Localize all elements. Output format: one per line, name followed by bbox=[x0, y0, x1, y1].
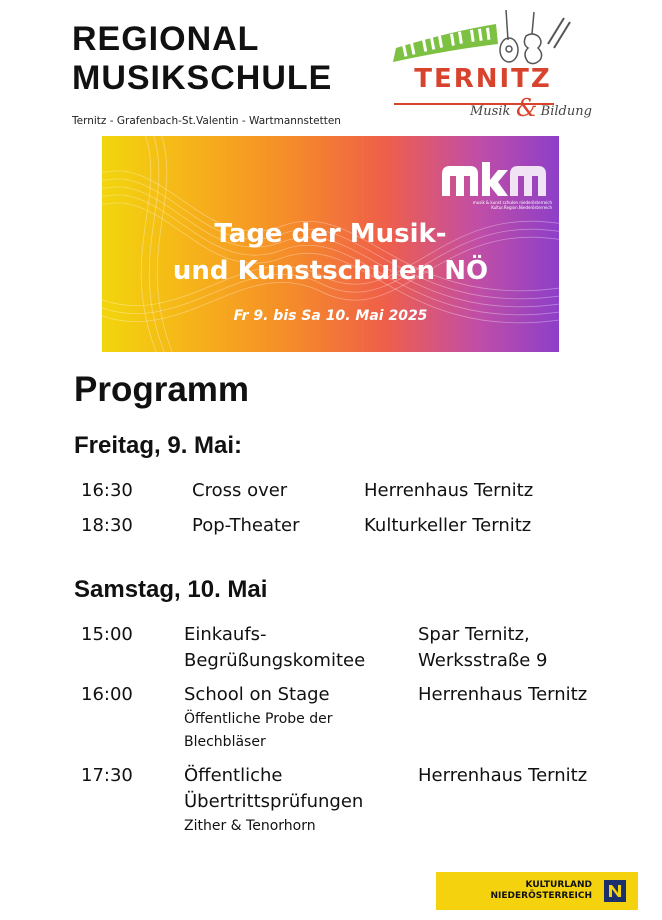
logo-script-left: Musik bbox=[470, 104, 511, 119]
friday-row-1-event: Cross over bbox=[192, 480, 288, 501]
banner-date: Fr 9. bis Sa 10. Mai 2025 bbox=[233, 308, 428, 324]
banner-title bbox=[102, 216, 559, 290]
saturday-row-1-event-line1: Einkaufs- bbox=[184, 624, 267, 645]
saturday-row-1-event bbox=[184, 622, 365, 674]
kulturland-line2: NIEDERÖSTERREICH bbox=[490, 891, 592, 901]
logo-script-right: Bildung bbox=[540, 104, 592, 119]
school-title bbox=[72, 20, 382, 98]
saturday-row-2-event-sub1: Öffentliche Probe der bbox=[184, 711, 333, 727]
violin-icon bbox=[524, 12, 541, 64]
kulturland-badge bbox=[436, 872, 638, 910]
mkm-fine-line1: musik & kunst schulen niederösterreich bbox=[472, 200, 552, 205]
school-title-line1: REGIONAL bbox=[72, 20, 260, 58]
friday-row-2-venue: Kulturkeller Ternitz bbox=[364, 515, 532, 536]
saturday-heading: Samstag, 10. Mai bbox=[74, 576, 268, 603]
saturday-row-2-venue: Herrenhaus Ternitz bbox=[418, 684, 588, 705]
mkm-fine-print bbox=[438, 200, 552, 210]
friday-heading: Freitag, 9. Mai: bbox=[74, 432, 243, 459]
saturday-row-2-event bbox=[184, 682, 332, 754]
guitar-icon bbox=[500, 10, 518, 62]
school-locations: Ternitz - Grafenbach-St.Valentin - Wartmannstetten bbox=[72, 115, 341, 127]
kulturland-n-icon bbox=[604, 880, 626, 902]
saturday-row-1-venue-line2: Werksstraße 9 bbox=[418, 650, 548, 671]
school-title-line2: MUSIKSCHULE bbox=[72, 59, 333, 97]
saturday-row-3-event-sub1: Zither & Tenorhorn bbox=[184, 818, 316, 834]
friday-row-2-event: Pop-Theater bbox=[192, 515, 300, 536]
event-banner bbox=[102, 136, 559, 352]
piano-keys-icon bbox=[393, 24, 498, 62]
saturday-row-3-event-line1: Öffentliche bbox=[184, 765, 283, 786]
saturday-row-2-time: 16:00 bbox=[81, 684, 133, 705]
friday-row-1-time: 16:30 bbox=[81, 480, 133, 501]
saturday-row-1-venue-line1: Spar Ternitz, bbox=[418, 624, 530, 645]
banner-title-line2: und Kunstschulen NÖ bbox=[172, 256, 489, 286]
banner-title-line1: Tage der Musik- bbox=[214, 219, 447, 249]
kulturland-n-glyph bbox=[604, 880, 626, 902]
saturday-row-2-event-line1: School on Stage bbox=[184, 684, 330, 705]
kulturland-badge-text bbox=[491, 880, 593, 902]
saturday-row-3-venue: Herrenhaus Ternitz bbox=[418, 765, 588, 786]
saturday-row-1-venue bbox=[418, 622, 547, 674]
friday-row-2-time: 18:30 bbox=[81, 515, 133, 536]
saturday-row-1-event-line2: Begrüßungskomitee bbox=[184, 650, 366, 671]
kulturland-line1: KULTURLAND bbox=[525, 880, 592, 890]
logo-word: TERNITZ bbox=[414, 64, 552, 94]
saturday-row-3-event bbox=[184, 763, 363, 838]
friday-row-1-venue: Herrenhaus Ternitz bbox=[364, 480, 534, 501]
mkm-logo-icon bbox=[440, 160, 550, 198]
flute-icon bbox=[548, 18, 570, 48]
logo-ampersand: & bbox=[516, 94, 538, 122]
saturday-row-2-event-sub2: Blechbläser bbox=[184, 734, 266, 750]
saturday-row-3-time: 17:30 bbox=[81, 765, 133, 786]
saturday-row-1-time: 15:00 bbox=[81, 624, 133, 645]
mkm-fine-line2: Kultur.Region.Niederösterreich bbox=[491, 205, 552, 210]
saturday-row-3-event-line2: Übertrittsprüfungen bbox=[184, 791, 364, 812]
program-heading: Programm bbox=[74, 370, 250, 409]
